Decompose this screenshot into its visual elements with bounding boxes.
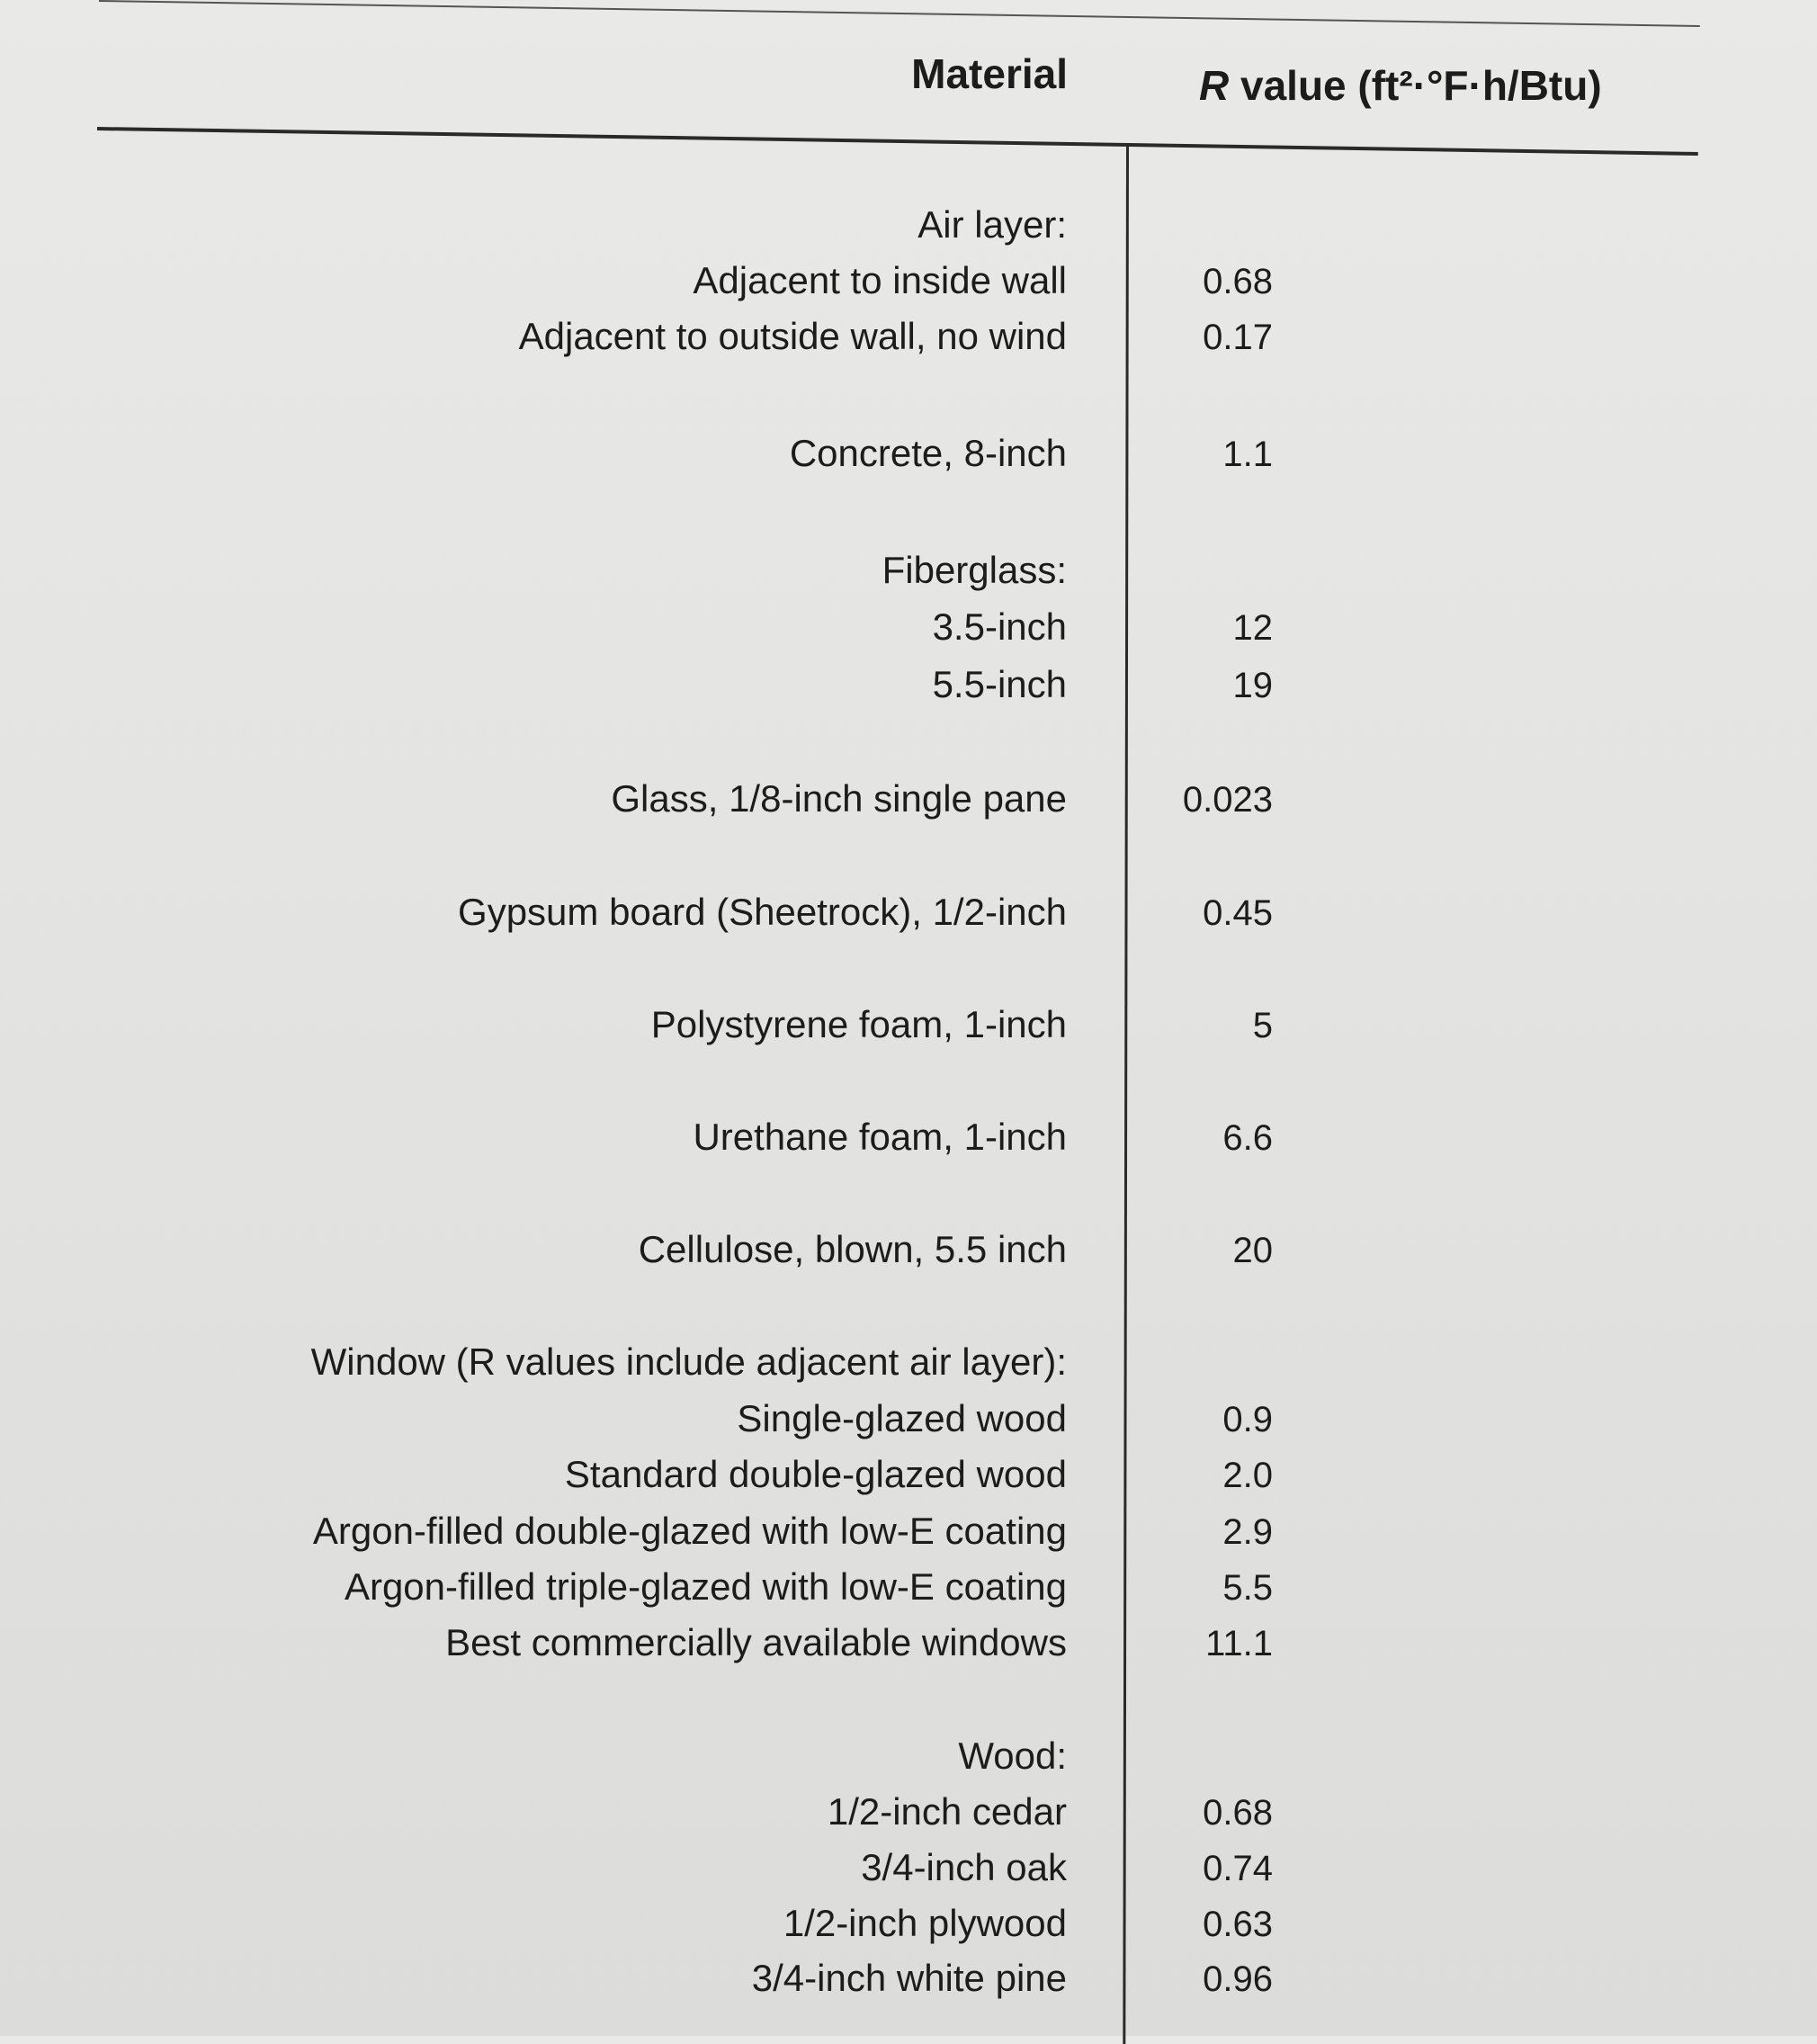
material-label: Argon-filled double-glazed with low-E coating bbox=[312, 1510, 1067, 1552]
r-value: 0.17 bbox=[1203, 318, 1273, 357]
column-divider bbox=[1123, 146, 1129, 2044]
r-value: 6.6 bbox=[1222, 1118, 1273, 1158]
header-r-symbol: R bbox=[1199, 62, 1230, 109]
r-value: 0.45 bbox=[1203, 893, 1273, 933]
category-label: Air layer: bbox=[917, 203, 1067, 246]
material-label: Standard double-glazed wood bbox=[564, 1453, 1067, 1495]
r-value: 0.68 bbox=[1203, 262, 1273, 301]
category-label: Fiberglass: bbox=[882, 549, 1067, 591]
material-label: 5.5-inch bbox=[932, 663, 1067, 705]
r-value: 5 bbox=[1252, 1006, 1273, 1045]
material-label: 3/4-inch oak bbox=[861, 1846, 1067, 1888]
material-label: Argon-filled triple-glazed with low-E coating bbox=[344, 1565, 1067, 1608]
material-label: Polystyrene foam, 1-inch bbox=[650, 1003, 1067, 1045]
r-value: 0.74 bbox=[1203, 1849, 1273, 1888]
r-value: 0.9 bbox=[1222, 1400, 1273, 1439]
material-label: 1/2-inch plywood bbox=[783, 1902, 1067, 1944]
material-label: Single-glazed wood bbox=[737, 1397, 1067, 1439]
material-label: Gypsum board (Sheetrock), 1/2-inch bbox=[458, 891, 1067, 933]
material-label: Adjacent to outside wall, no wind bbox=[518, 315, 1067, 357]
header-r-units: value (ft²·°F·h/Btu) bbox=[1229, 62, 1602, 109]
r-value: 0.68 bbox=[1203, 1793, 1273, 1833]
material-label: 1/2-inch cedar bbox=[827, 1790, 1067, 1833]
material-label: Adjacent to inside wall bbox=[693, 259, 1067, 301]
r-value: 0.63 bbox=[1203, 1905, 1273, 1944]
material-label: Urethane foam, 1-inch bbox=[693, 1116, 1067, 1158]
r-value: 19 bbox=[1232, 666, 1273, 705]
r-value: 0.96 bbox=[1203, 1959, 1273, 1999]
r-value: 2.9 bbox=[1222, 1512, 1273, 1552]
material-label: 3/4-inch white pine bbox=[751, 1957, 1067, 1999]
material-label: Cellulose, blown, 5.5 inch bbox=[638, 1228, 1067, 1270]
r-value: 11.1 bbox=[1205, 1624, 1273, 1663]
r-value: 5.5 bbox=[1222, 1568, 1273, 1608]
material-label: 3.5-inch bbox=[932, 605, 1067, 648]
r-value: 0.023 bbox=[1182, 780, 1273, 820]
material-label: Glass, 1/8-inch single pane bbox=[611, 777, 1067, 820]
top-rule bbox=[99, 0, 1700, 27]
r-value: 12 bbox=[1232, 608, 1273, 648]
category-label: Window (R values include adjacent air layer): bbox=[310, 1340, 1067, 1383]
r-value: 20 bbox=[1232, 1231, 1273, 1270]
header-material: Material bbox=[911, 50, 1068, 97]
header-rule bbox=[97, 127, 1698, 156]
r-value: 1.1 bbox=[1222, 435, 1273, 474]
header-r-value bbox=[1199, 61, 1602, 110]
r-value: 2.0 bbox=[1222, 1456, 1273, 1495]
material-label: Best commercially available windows bbox=[445, 1621, 1067, 1663]
material-label: Concrete, 8-inch bbox=[789, 432, 1067, 474]
category-label: Wood: bbox=[958, 1735, 1067, 1777]
